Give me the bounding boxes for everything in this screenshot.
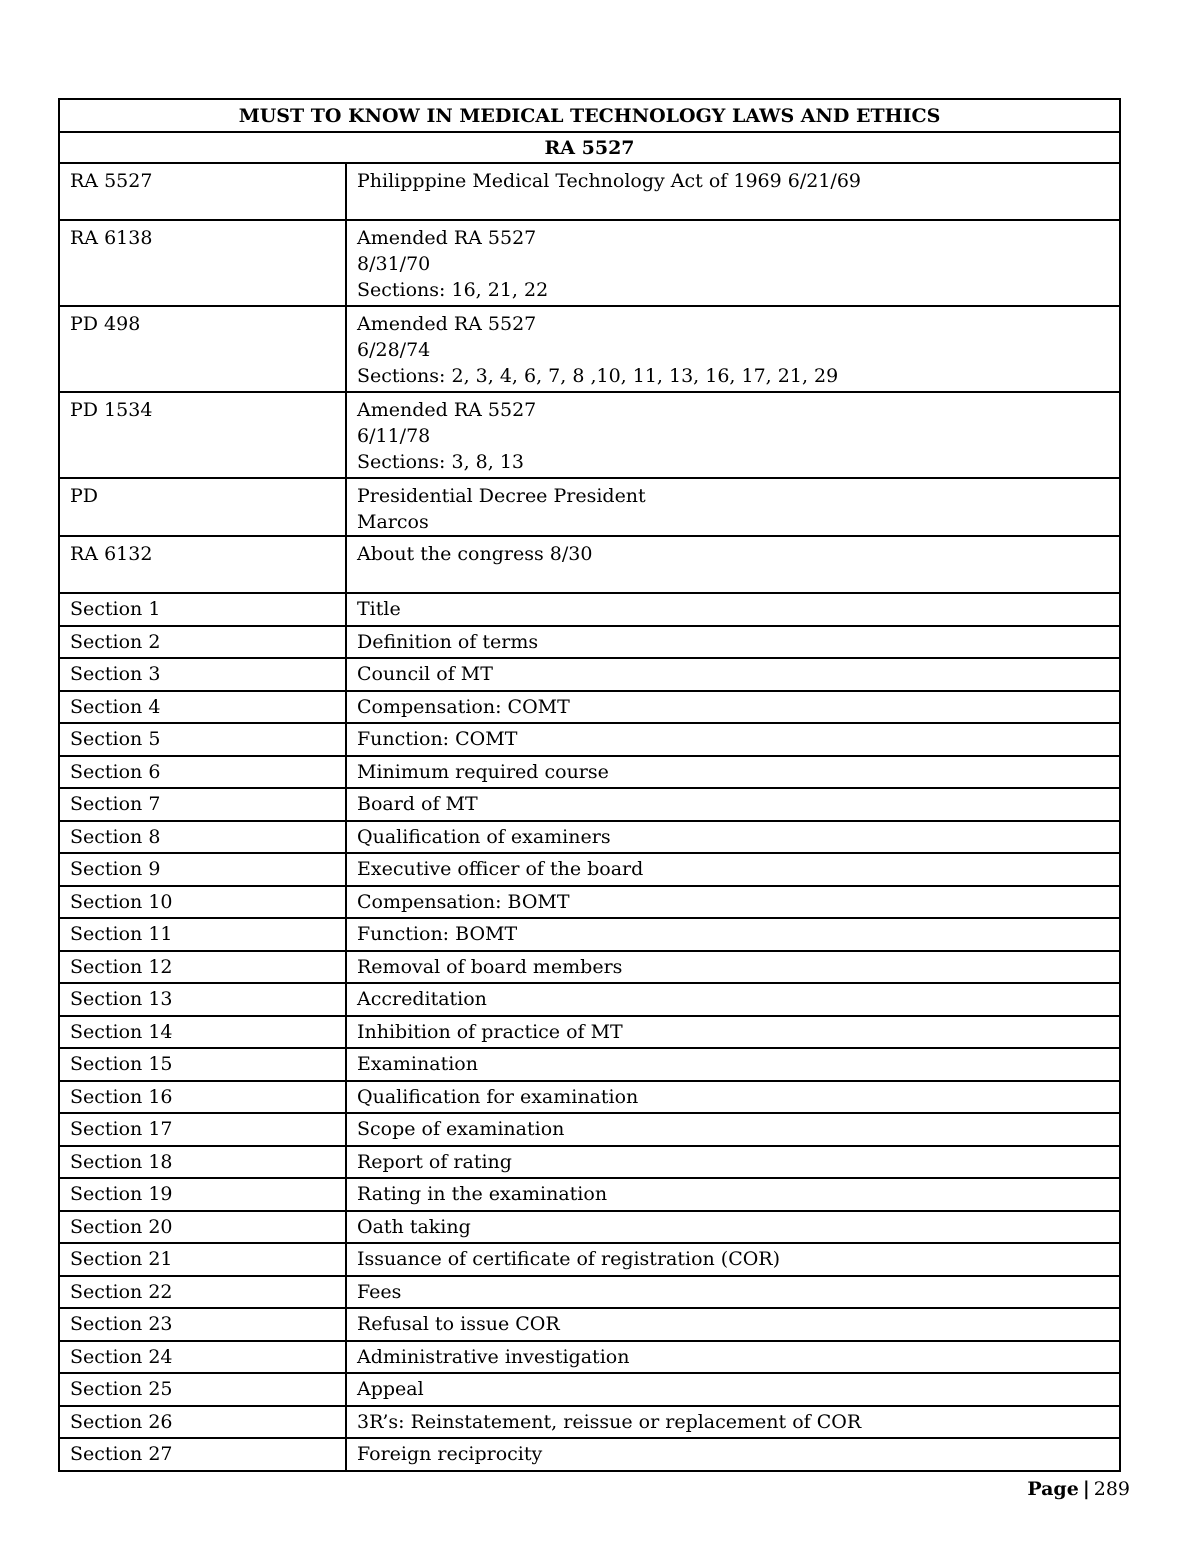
section-description: Accreditation: [346, 983, 1120, 1016]
section-number: Section 5: [59, 723, 346, 756]
section-description: Function: COMT: [346, 723, 1120, 756]
section-row: [59, 1016, 1120, 1049]
law-line: Philipppine Medical Technology Act of 1969 6/21/69: [357, 170, 861, 192]
law-description: [346, 163, 1120, 220]
section-row: [59, 886, 1120, 919]
section-description: Foreign reciprocity: [346, 1438, 1120, 1471]
section-row: [59, 1211, 1120, 1244]
section-description: Issuance of certificate of registration (COR): [346, 1243, 1120, 1276]
section-row: [59, 1373, 1120, 1406]
section-row: [59, 1113, 1120, 1146]
section-row: [59, 983, 1120, 1016]
law-code: RA 6132: [59, 536, 346, 593]
law-row: [59, 220, 1120, 306]
page-separator: |: [1082, 1478, 1090, 1500]
section-row: [59, 788, 1120, 821]
law-line: 8/31/70: [357, 253, 431, 275]
section-description: 3R’s: Reinstatement, reissue or replacement of COR: [346, 1406, 1120, 1439]
section-number: Section 14: [59, 1016, 346, 1049]
law-description: [346, 220, 1120, 306]
section-row: [59, 951, 1120, 984]
section-number: Section 3: [59, 658, 346, 691]
section-description: Report of rating: [346, 1146, 1120, 1179]
law-row: [59, 392, 1120, 478]
law-row: [59, 478, 1120, 536]
section-row: [59, 1438, 1120, 1471]
section-description: Title: [346, 593, 1120, 626]
law-code: PD 498: [59, 306, 346, 392]
section-description: Function: BOMT: [346, 918, 1120, 951]
section-number: Section 4: [59, 691, 346, 724]
section-description: Compensation: COMT: [346, 691, 1120, 724]
section-number: Section 18: [59, 1146, 346, 1179]
section-number: Section 8: [59, 821, 346, 854]
law-line: 6/28/74: [357, 339, 431, 361]
section-number: Section 25: [59, 1373, 346, 1406]
section-row: [59, 1276, 1120, 1309]
section-number: Section 13: [59, 983, 346, 1016]
law-row: [59, 163, 1120, 220]
law-line: Marcos: [357, 511, 429, 533]
section-row: [59, 1341, 1120, 1374]
section-row: [59, 821, 1120, 854]
section-number: Section 22: [59, 1276, 346, 1309]
section-number: Section 7: [59, 788, 346, 821]
law-line: 6/11/78: [357, 425, 431, 447]
section-number: Section 17: [59, 1113, 346, 1146]
section-number: Section 27: [59, 1438, 346, 1471]
section-row: [59, 723, 1120, 756]
section-number: Section 19: [59, 1178, 346, 1211]
page-number: 289: [1093, 1478, 1130, 1500]
law-code: PD 1534: [59, 392, 346, 478]
section-row: [59, 691, 1120, 724]
section-description: Council of MT: [346, 658, 1120, 691]
section-number: Section 10: [59, 886, 346, 919]
section-number: Section 6: [59, 756, 346, 789]
law-code: RA 6138: [59, 220, 346, 306]
section-description: Qualification of examiners: [346, 821, 1120, 854]
section-description: Minimum required course: [346, 756, 1120, 789]
law-line: Amended RA 5527: [357, 313, 537, 335]
section-row: [59, 1406, 1120, 1439]
section-number: Section 26: [59, 1406, 346, 1439]
law-description: [346, 306, 1120, 392]
section-number: Section 1: [59, 593, 346, 626]
section-description: Inhibition of practice of MT: [346, 1016, 1120, 1049]
section-row: [59, 1081, 1120, 1114]
section-description: Appeal: [346, 1373, 1120, 1406]
law-line: Sections: 3, 8, 13: [357, 451, 524, 473]
law-line: Presidential Decree President: [357, 485, 646, 507]
section-description: Compensation: BOMT: [346, 886, 1120, 919]
law-row: [59, 536, 1120, 593]
section-description: Administrative investigation: [346, 1341, 1120, 1374]
title-row: [59, 99, 1120, 132]
law-line: Sections: 2, 3, 4, 6, 7, 8 ,10, 11, 13, 16, 17, 21, 29: [357, 365, 839, 387]
section-number: Section 21: [59, 1243, 346, 1276]
section-description: Executive officer of the board: [346, 853, 1120, 886]
section-description: Removal of board members: [346, 951, 1120, 984]
law-code: RA 5527: [59, 163, 346, 220]
law-row: [59, 306, 1120, 392]
laws-table: [58, 98, 1121, 1472]
section-row: [59, 1243, 1120, 1276]
section-number: Section 2: [59, 626, 346, 659]
section-description: Refusal to issue COR: [346, 1308, 1120, 1341]
law-line: About the congress 8/30: [357, 543, 593, 565]
section-row: [59, 853, 1120, 886]
section-description: Board of MT: [346, 788, 1120, 821]
section-description: Examination: [346, 1048, 1120, 1081]
section-description: Definition of terms: [346, 626, 1120, 659]
document-subtitle: RA 5527: [59, 132, 1120, 163]
section-row: [59, 1146, 1120, 1179]
page-footer: [1027, 1478, 1130, 1500]
law-line: Sections: 16, 21, 22: [357, 279, 549, 301]
section-number: Section 12: [59, 951, 346, 984]
law-description: [346, 392, 1120, 478]
section-number: Section 20: [59, 1211, 346, 1244]
section-row: [59, 1048, 1120, 1081]
section-row: [59, 658, 1120, 691]
subtitle-row: [59, 132, 1120, 163]
section-number: Section 16: [59, 1081, 346, 1114]
document-title: MUST TO KNOW IN MEDICAL TECHNOLOGY LAWS AND ETHICS: [59, 99, 1120, 132]
section-row: [59, 593, 1120, 626]
section-number: Section 9: [59, 853, 346, 886]
law-description: [346, 478, 1120, 536]
law-code: PD: [59, 478, 346, 536]
page-label: Page: [1027, 1478, 1079, 1500]
law-description: [346, 536, 1120, 593]
section-row: [59, 626, 1120, 659]
section-description: Rating in the examination: [346, 1178, 1120, 1211]
section-description: Scope of examination: [346, 1113, 1120, 1146]
section-row: [59, 1308, 1120, 1341]
section-number: Section 15: [59, 1048, 346, 1081]
section-description: Fees: [346, 1276, 1120, 1309]
section-row: [59, 1178, 1120, 1211]
section-row: [59, 918, 1120, 951]
section-row: [59, 756, 1120, 789]
section-number: Section 24: [59, 1341, 346, 1374]
section-number: Section 11: [59, 918, 346, 951]
section-description: Qualification for examination: [346, 1081, 1120, 1114]
law-line: Amended RA 5527: [357, 399, 537, 421]
section-description: Oath taking: [346, 1211, 1120, 1244]
law-line: Amended RA 5527: [357, 227, 537, 249]
section-number: Section 23: [59, 1308, 346, 1341]
